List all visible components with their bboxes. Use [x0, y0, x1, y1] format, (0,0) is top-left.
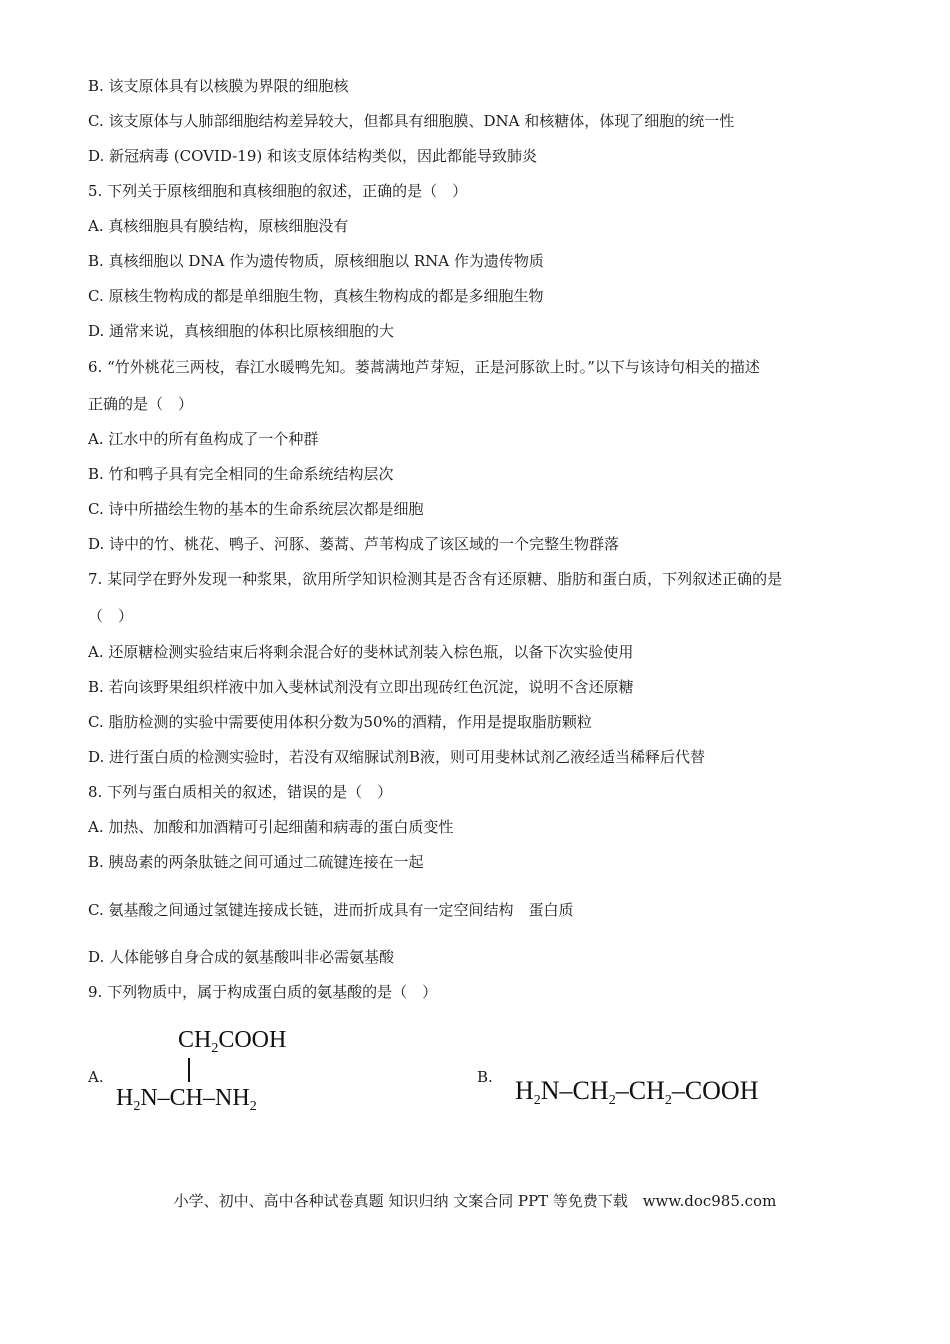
option-7d: D. 进行蛋白质的检测实验时，若没有双缩脲试剂B液，则可用斐林试剂乙液经适当稀释后代替 — [88, 748, 706, 766]
option-6a: A. 江水中的所有鱼构成了一个种群 — [88, 430, 319, 448]
formula-a-backbone: $H_2N-CH-NH_2$ — [116, 1085, 257, 1114]
question-6: 6. “竹外桃花三两枝，春江水暖鸭先知。蒌蒿满地芦芽短，正是河豚欲上时。”以下与该诗句相关的描述 — [88, 358, 760, 376]
page-footer — [0, 1190, 950, 1211]
option-8d: D. 人体能够自身合成的氨基酸叫非必需氨基酸 — [88, 948, 395, 966]
question-7-cont: （ ） — [88, 607, 134, 625]
option-6b: B. 竹和鸭子具有完全相同的生命系统结构层次 — [88, 465, 394, 483]
option-9b-label: B. — [477, 1068, 493, 1086]
footer-url[interactable]: www.doc985.com — [642, 1192, 777, 1210]
question-9: 9. 下列物质中，属于构成蛋白质的氨基酸的是（ ） — [88, 983, 438, 1001]
footer-text: 小学、初中、高中各种试卷真题 知识归纳 文案合同 PPT 等免费下载 — [173, 1192, 628, 1210]
question-8: 8. 下列与蛋白质相关的叙述，错误的是（ ） — [88, 783, 393, 801]
option-5d: D. 通常来说，真核细胞的体积比原核细胞的大 — [88, 322, 395, 340]
option-7a: A. 还原糖检测实验结束后将剩余混合好的斐林试剂装入棕色瓶，以备下次实验使用 — [88, 643, 634, 661]
formula-b: $H_2N-CH_2-CH_2$–COOH — [515, 1076, 759, 1108]
option-5c: C. 原核生物构成的都是单细胞生物，真核生物构成的都是多细胞生物 — [88, 287, 544, 305]
option-7b: B. 若向该野果组织样液中加入斐林试剂没有立即出现砖红色沉淀，说明不含还原糖 — [88, 678, 634, 696]
option-4d: D. 新冠病毒 (COVID-19) 和该支原体结构类似，因此都能导致肺炎 — [88, 147, 537, 165]
option-6c: C. 诗中所描绘生物的基本的生命系统层次都是细胞 — [88, 500, 424, 518]
option-7c: C. 脂肪检测的实验中需要使用体积分数为50%的酒精，作用是提取脂肪颗粒 — [88, 713, 592, 731]
option-5a: A. 真核细胞具有膜结构，原核细胞没有 — [88, 217, 349, 235]
option-6d: D. 诗中的竹、桃花、鸭子、河豚、蒌蒿、芦苇构成了该区域的一个完整生物群落 — [88, 535, 620, 553]
question-5: 5. 下列关于原核细胞和真核细胞的叙述，正确的是（ ） — [88, 182, 468, 200]
option-9a-label: A. — [88, 1068, 104, 1086]
option-8c: C. 氨基酸之间通过氢键连接成长链，进而折成具有一定空间结构 蛋白质 — [88, 901, 574, 919]
option-4b: B. 该支原体具有以核膜为界限的细胞核 — [88, 77, 349, 95]
question-7: 7. 某同学在野外发现一种浆果，欲用所学知识检测其是否含有还原糖、脂肪和蛋白质，下列叙述正确的是 — [88, 570, 783, 588]
formula-a — [116, 1026, 316, 1126]
option-4c: C. 该支原体与人肺部细胞结构差异较大，但都具有细胞膜、DNA 和核糖体，体现了细胞的统一性 — [88, 112, 735, 130]
formula-a-bond — [188, 1058, 190, 1082]
question-6-cont: 正确的是（ ） — [88, 395, 194, 413]
formula-a-side-chain: $CH_2COOH$ — [178, 1027, 287, 1056]
option-5b: B. 真核细胞以 DNA 作为遗传物质，原核细胞以 RNA 作为遗传物质 — [88, 252, 544, 270]
option-8a: A. 加热、加酸和加酒精可引起细菌和病毒的蛋白质变性 — [88, 818, 454, 836]
option-8b: B. 胰岛素的两条肽链之间可通过二硫键连接在一起 — [88, 853, 424, 871]
